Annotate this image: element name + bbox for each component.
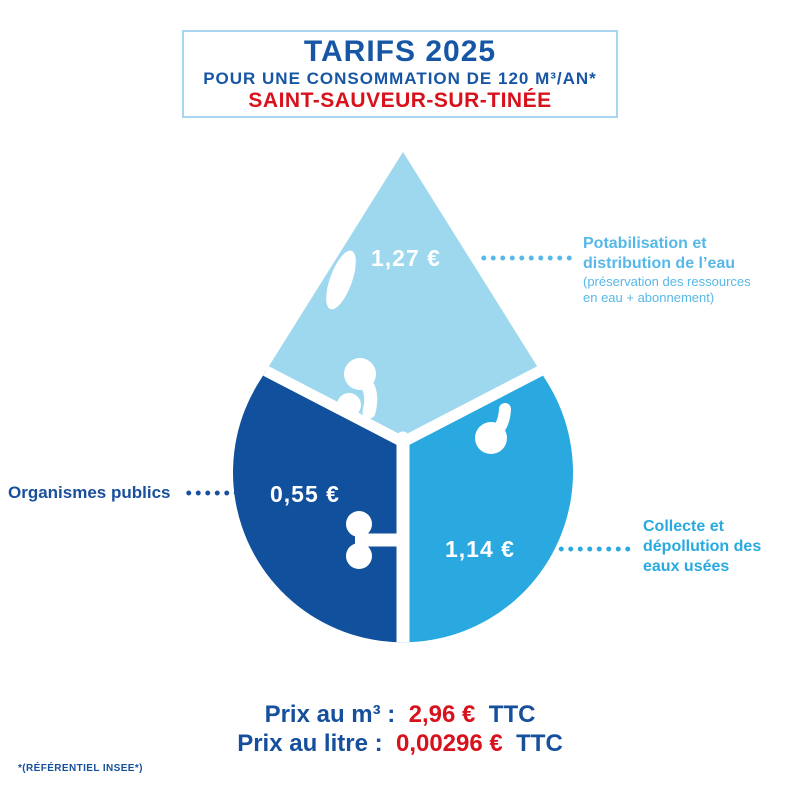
total-litre-prefix: Prix au litre : [237,730,383,757]
total-litre-suffix: TTC [516,730,563,757]
seam-junction [396,435,410,449]
price-organismes: 0,55 € [270,481,340,507]
page-subtitle: POUR UNE CONSOMMATION DE 120 M³/AN* [203,68,597,88]
page-title: TARIFS 2025 [303,34,497,68]
label-line: eaux usées [643,558,730,575]
label-line: Collecte et [643,518,724,535]
commune-name: SAINT-SAUVEUR-SUR-TINÉE [248,88,552,112]
label-line: distribution de l’eau [583,255,736,272]
footnote-insee: *(RÉFÉRENTIEL INSEE*) [18,763,143,774]
price-collecte: 1,14 € [445,536,515,562]
total-litre-value: 0,00296 € [395,730,503,757]
total-m3-suffix: TTC [488,701,536,728]
totals-block [0,700,800,758]
label-potabilisation [583,234,751,305]
total-m3-prefix: Prix au m³ : [264,701,396,728]
label-subline: (préservation des ressources [583,274,751,289]
label-subline: en eau + abonnement) [583,289,715,305]
label-organismes: Organismes publics [8,483,171,502]
total-m3-value: 2,96 € [408,701,476,728]
total-per-m3 [0,700,800,729]
label-line: Potabilisation et [583,235,707,252]
dotted-connector-collecte [547,546,635,552]
dotted-connector-potabilisation [479,255,575,261]
title-box [182,30,618,118]
label-collecte [643,517,761,577]
dotted-connector-organismes [184,490,239,496]
label-line: dépollution des [643,538,762,555]
price-potabilisation: 1,27 € [371,245,441,271]
total-per-litre [0,729,800,758]
